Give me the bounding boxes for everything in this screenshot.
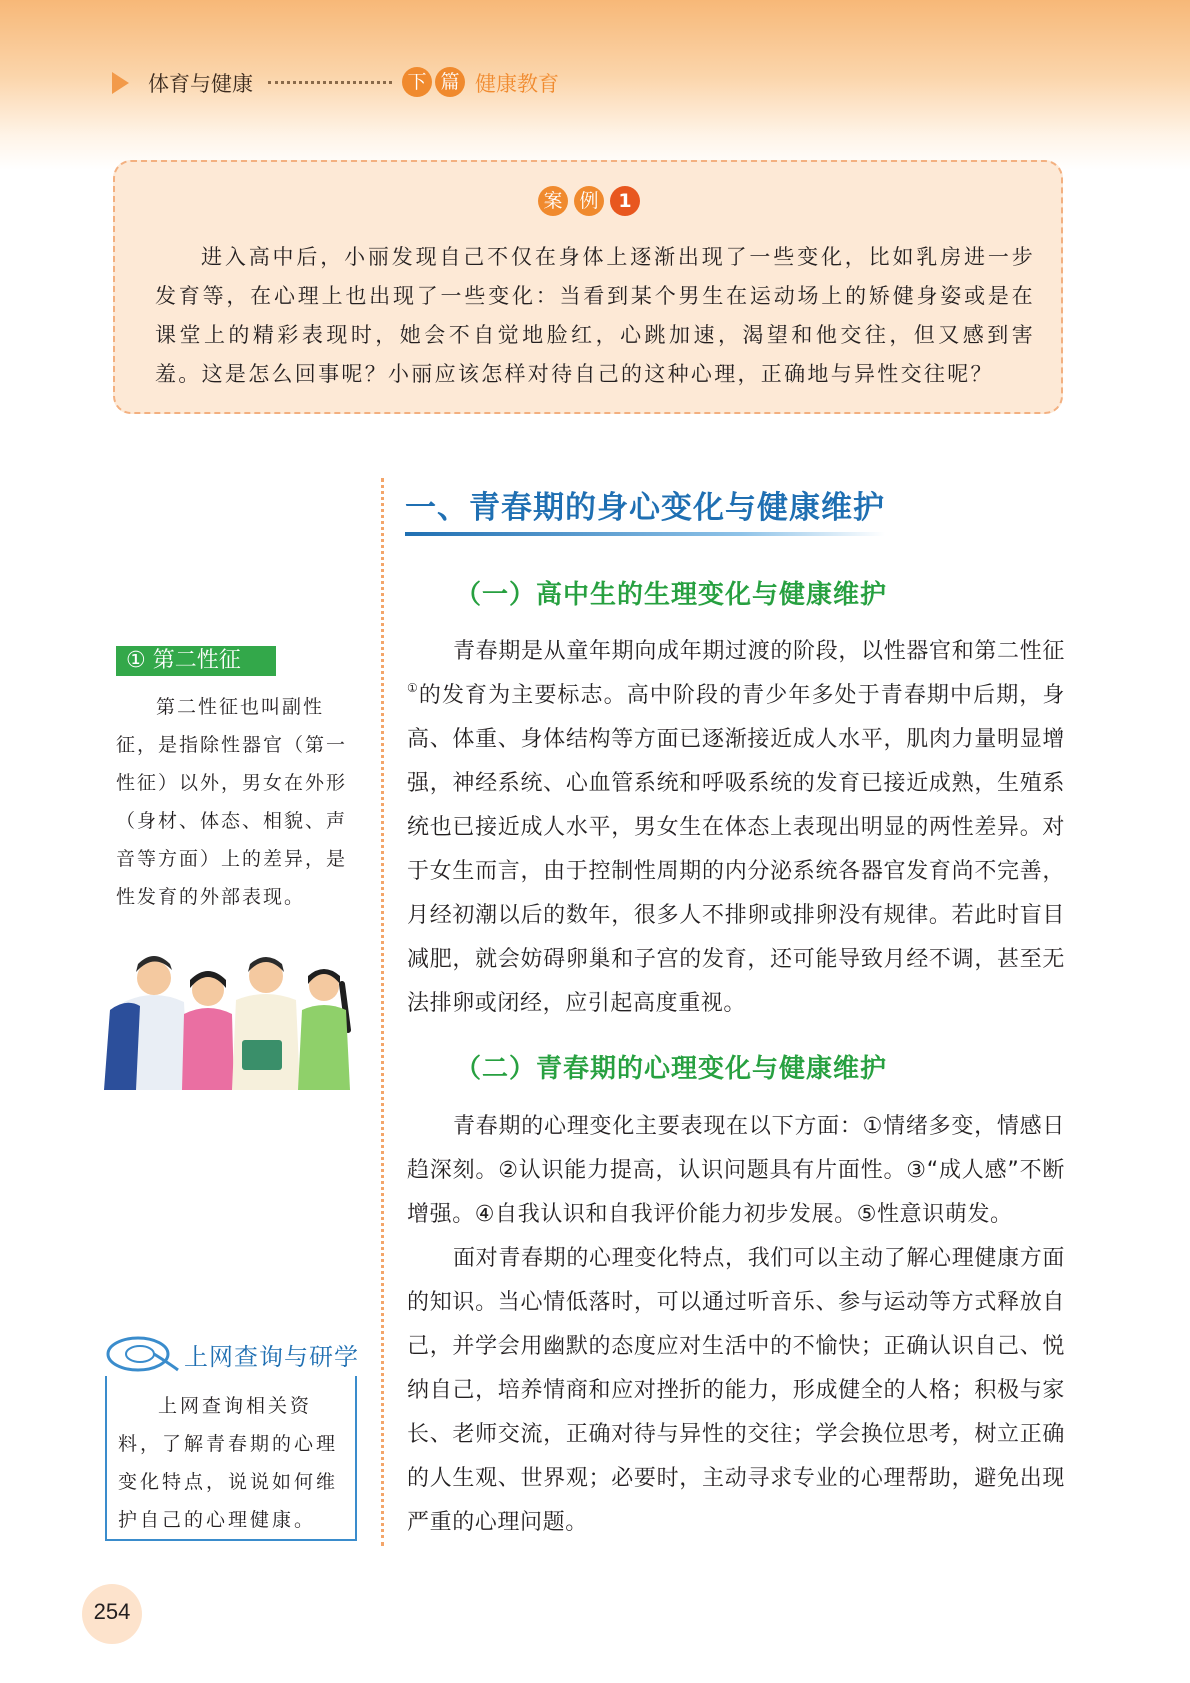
paragraph-text-b: 的发育为主要标志。高中阶段的青少年多处于青春期中后期，身高、体重、身体结构等方面已逐渐接近成人水平，肌肉力量明显增强，神经系统、心血管系统和呼吸系统的发育已接近成熟，生殖系统也已接近成人水平，男女生在体态上表现出明显的两性差异。对于女生而言，由于控制性周期的内分泌系统各器官发育尚不完善，月经初潮以后的数年，很多人不排卵或排卵没有规律。若此时盲目减肥，就会妨碍卵巢和子宫的发育，还可能导致月经不调，甚至无法排卵或闭经，应引起高度重视。 bbox=[407, 683, 1065, 1016]
subsection-title-1: （一）高中生的生理变化与健康维护 bbox=[455, 580, 888, 610]
section-title: 一、青春期的身心变化与健康维护 bbox=[405, 490, 885, 526]
case-title-char2: 例 bbox=[574, 186, 604, 216]
footnote-marker[interactable]: ① bbox=[407, 681, 419, 695]
book-title: 体育与健康 bbox=[148, 72, 253, 96]
section-title-underline bbox=[405, 532, 885, 536]
play-arrow-icon bbox=[112, 72, 129, 94]
case-title bbox=[538, 186, 640, 216]
case-title-char1: 案 bbox=[538, 186, 568, 216]
computer-mouse-icon bbox=[104, 1330, 182, 1374]
paragraph-text-a: 青春期是从童年期向成年期过渡的阶段，以性器官和第二性征 bbox=[453, 639, 1065, 664]
paragraph: 青春期的心理变化主要表现在以下方面：①情绪多变，情感日趋深刻。②认识能力提高，认识问题具有片面性。③“成人感”不断增强。④自我认识和自我评价能力初步发展。⑤性意识萌发。 bbox=[407, 1114, 1065, 1227]
students-illustration bbox=[96, 940, 372, 1090]
column-divider bbox=[381, 478, 384, 1546]
subsection-title-2: （二）青春期的心理变化与健康维护 bbox=[455, 1054, 888, 1084]
part-badge-char2: 篇 bbox=[435, 67, 465, 97]
footnote-label: ① 第二性征 bbox=[116, 646, 276, 676]
page-number: 254 bbox=[93, 1599, 131, 1624]
section-name: 健康教育 bbox=[475, 72, 559, 96]
case-title-number: 1 bbox=[610, 186, 640, 216]
research-title: 上网查询与研学 bbox=[184, 1343, 359, 1371]
paragraph bbox=[407, 630, 1065, 1026]
paragraph: 面对青春期的心理变化特点，我们可以主动了解心理健康方面的知识。当心情低落时，可以通过听音乐、参与运动等方式释放自己，并学会用幽默的态度应对生活中的不愉快；正确认识自己、悦纳自己，培养情商和应对挫折的能力，形成健全的人格；积极与家长、老师交流，正确对待与异性的交往；学会换位思考，树立正确的人生观、世界观；必要时，主动寻求专业的心理帮助，避免出现严重的心理问题。 bbox=[407, 1246, 1065, 1535]
subsection-2-body bbox=[407, 1105, 1065, 1545]
part-badge-char1: 下 bbox=[402, 67, 432, 97]
footnote-text: 第二性征也叫副性征，是指除性器官（第一性征）以外，男女在外形（身材、体态、相貌、声音等方面）上的差异，是性发育的外部表现。 bbox=[116, 696, 348, 908]
header-dotted-leader bbox=[268, 81, 392, 84]
case-text: 进入高中后，小丽发现自己不仅在身体上逐渐出现了一些变化，比如乳房进一步发育等，在心理上也出现了一些变化：当看到某个男生在运动场上的矫健身姿或是在课堂上的精彩表现时，她会不自觉地脸红，心跳加速，渴望和他交往，但又感到害羞。这是怎么回事呢？小丽应该怎样对待自己的这种心理，正确地与异性交往呢？ bbox=[155, 245, 1035, 386]
subsection-1-body bbox=[407, 630, 1065, 1026]
research-text: 上网查询相关资料，了解青春期的心理变化特点，说说如何维护自己的心理健康。 bbox=[118, 1395, 339, 1531]
